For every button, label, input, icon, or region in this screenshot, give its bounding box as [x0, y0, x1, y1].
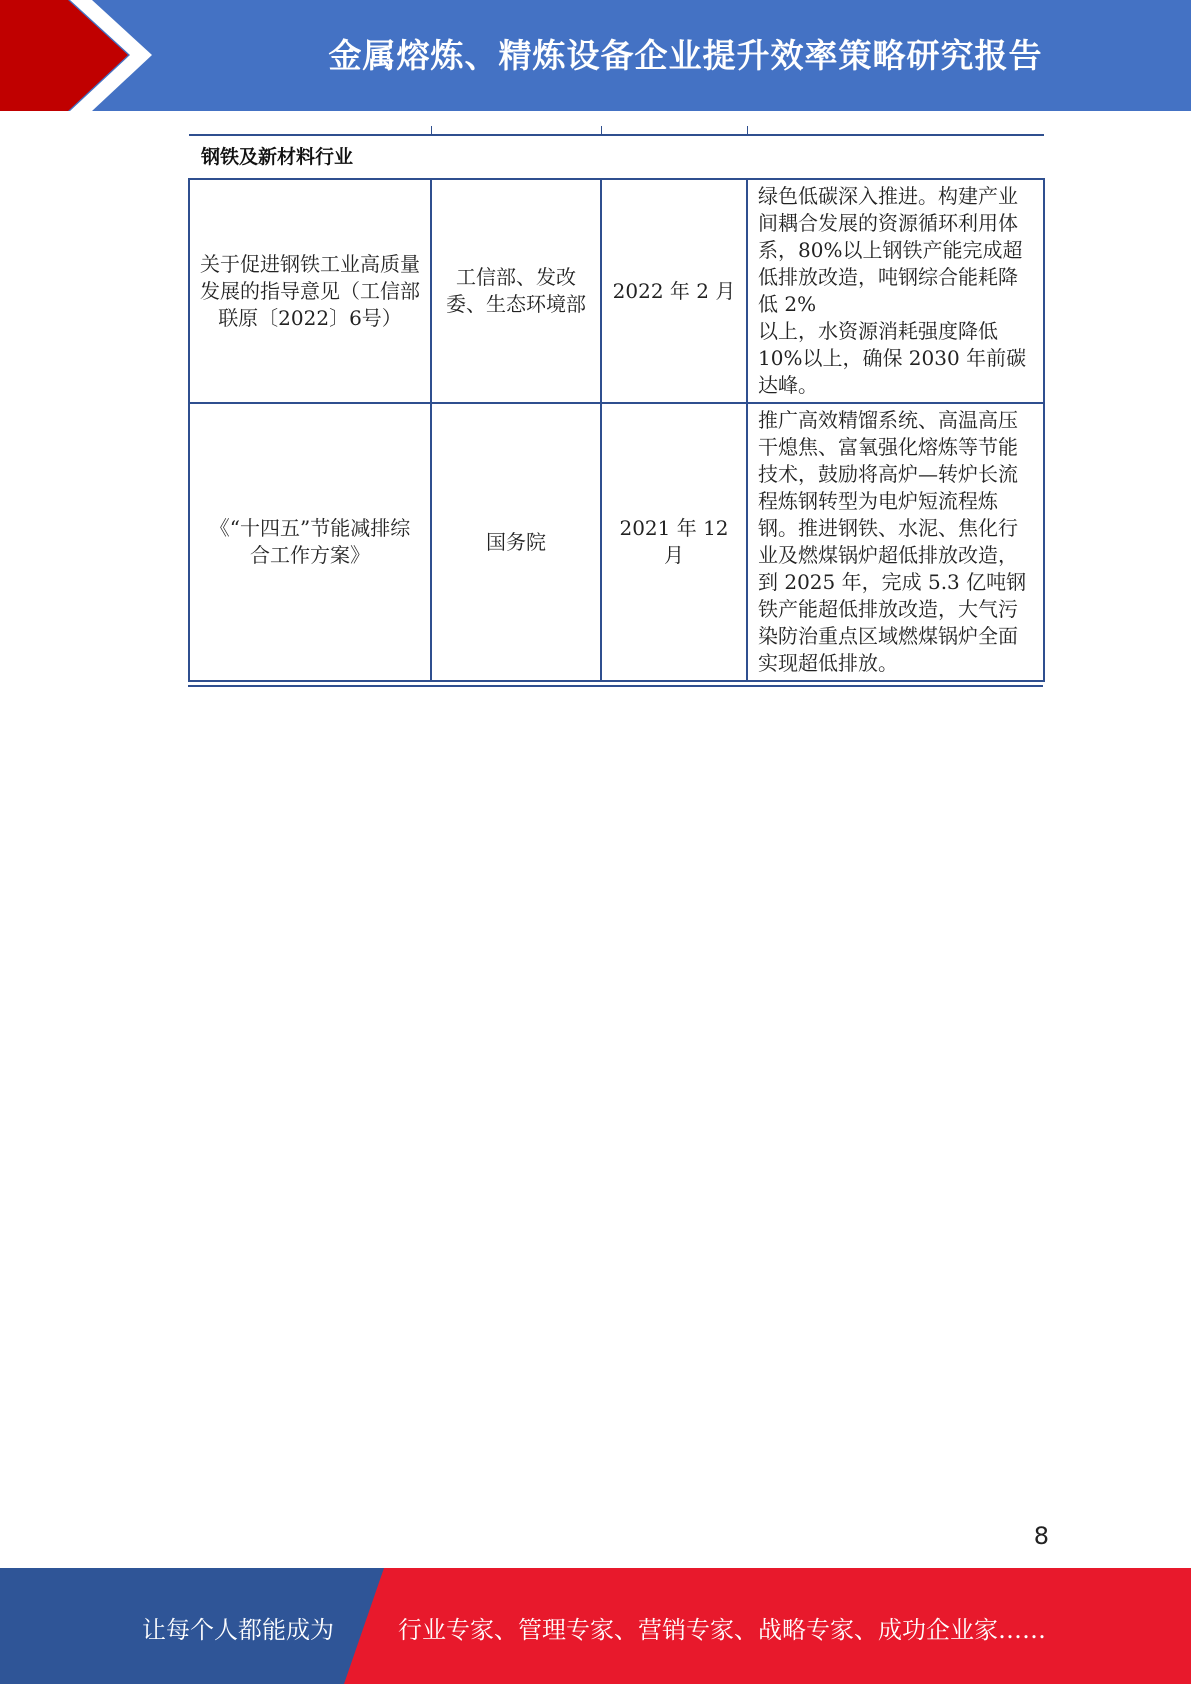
footer-slogan-right: 行业专家、管理专家、营销专家、战略专家、成功企业家……	[398, 1616, 1046, 1644]
header-chevron-decoration	[0, 0, 160, 111]
policy-table	[188, 126, 1043, 687]
content-cell	[747, 403, 1044, 681]
issuer-cell: 工信部、发改委、生态环境部	[431, 179, 601, 403]
content-line: 系，80%以上钢铁产能完成超	[758, 238, 1023, 262]
content-line: 以上，水资源消耗强度降低	[758, 319, 998, 343]
table-bottom-double-rule	[188, 682, 1043, 687]
content-line: 推广高效精馏系统、高温高压	[758, 408, 1018, 432]
content-line: 到 2025 年，完成 5.3 亿吨钢	[758, 570, 1027, 594]
content-line: 染防治重点区域燃煤锅炉全面	[758, 624, 1018, 648]
content-line: 实现超低排放。	[758, 651, 898, 675]
date-cell: 2021 年 12 月	[601, 403, 747, 681]
content-line: 业及燃煤锅炉超低排放改造，	[758, 543, 1018, 567]
content-line: 绿色低碳深入推进。构建产业	[758, 184, 1018, 208]
issuer-cell: 国务院	[431, 403, 601, 681]
page-header	[0, 0, 1191, 111]
report-title: 金属熔炼、精炼设备企业提升效率策略研究报告	[328, 35, 1043, 75]
footer-slogan-left: 让每个人都能成为	[142, 1616, 334, 1644]
content-line: 达峰。	[758, 373, 818, 397]
section-row	[189, 135, 1044, 179]
date-cell: 2022 年 2 月	[601, 179, 747, 403]
table-row	[189, 403, 1044, 681]
content-cell	[747, 179, 1044, 403]
table-row	[189, 179, 1044, 403]
policy-name-cell: 关于促进钢铁工业高质量发展的指导意见（工信部联原〔2022〕6号）	[189, 179, 431, 403]
content-line: 技术，鼓励将高炉—转炉长流	[758, 462, 1018, 486]
section-title: 钢铁及新材料行业	[189, 135, 1044, 179]
content-line: 程炼钢转型为电炉短流程炼	[758, 489, 998, 513]
content-line: 低 2%	[758, 292, 817, 316]
page-number: 8	[1033, 1522, 1049, 1550]
table-top-rule	[189, 126, 1044, 135]
policy-name-cell: 《“十四五”节能减排综合工作方案》	[189, 403, 431, 681]
content-line: 低排放改造，吨钢综合能耗降	[758, 265, 1018, 289]
content-line: 钢。推进钢铁、水泥、焦化行	[758, 516, 1018, 540]
content-line: 干熄焦、富氧强化熔炼等节能	[758, 435, 1018, 459]
content-line: 10%以上，确保 2030 年前碳	[758, 346, 1027, 370]
content-line: 间耦合发展的资源循环利用体	[758, 211, 1018, 235]
content-line: 铁产能超低排放改造，大气污	[758, 597, 1018, 621]
